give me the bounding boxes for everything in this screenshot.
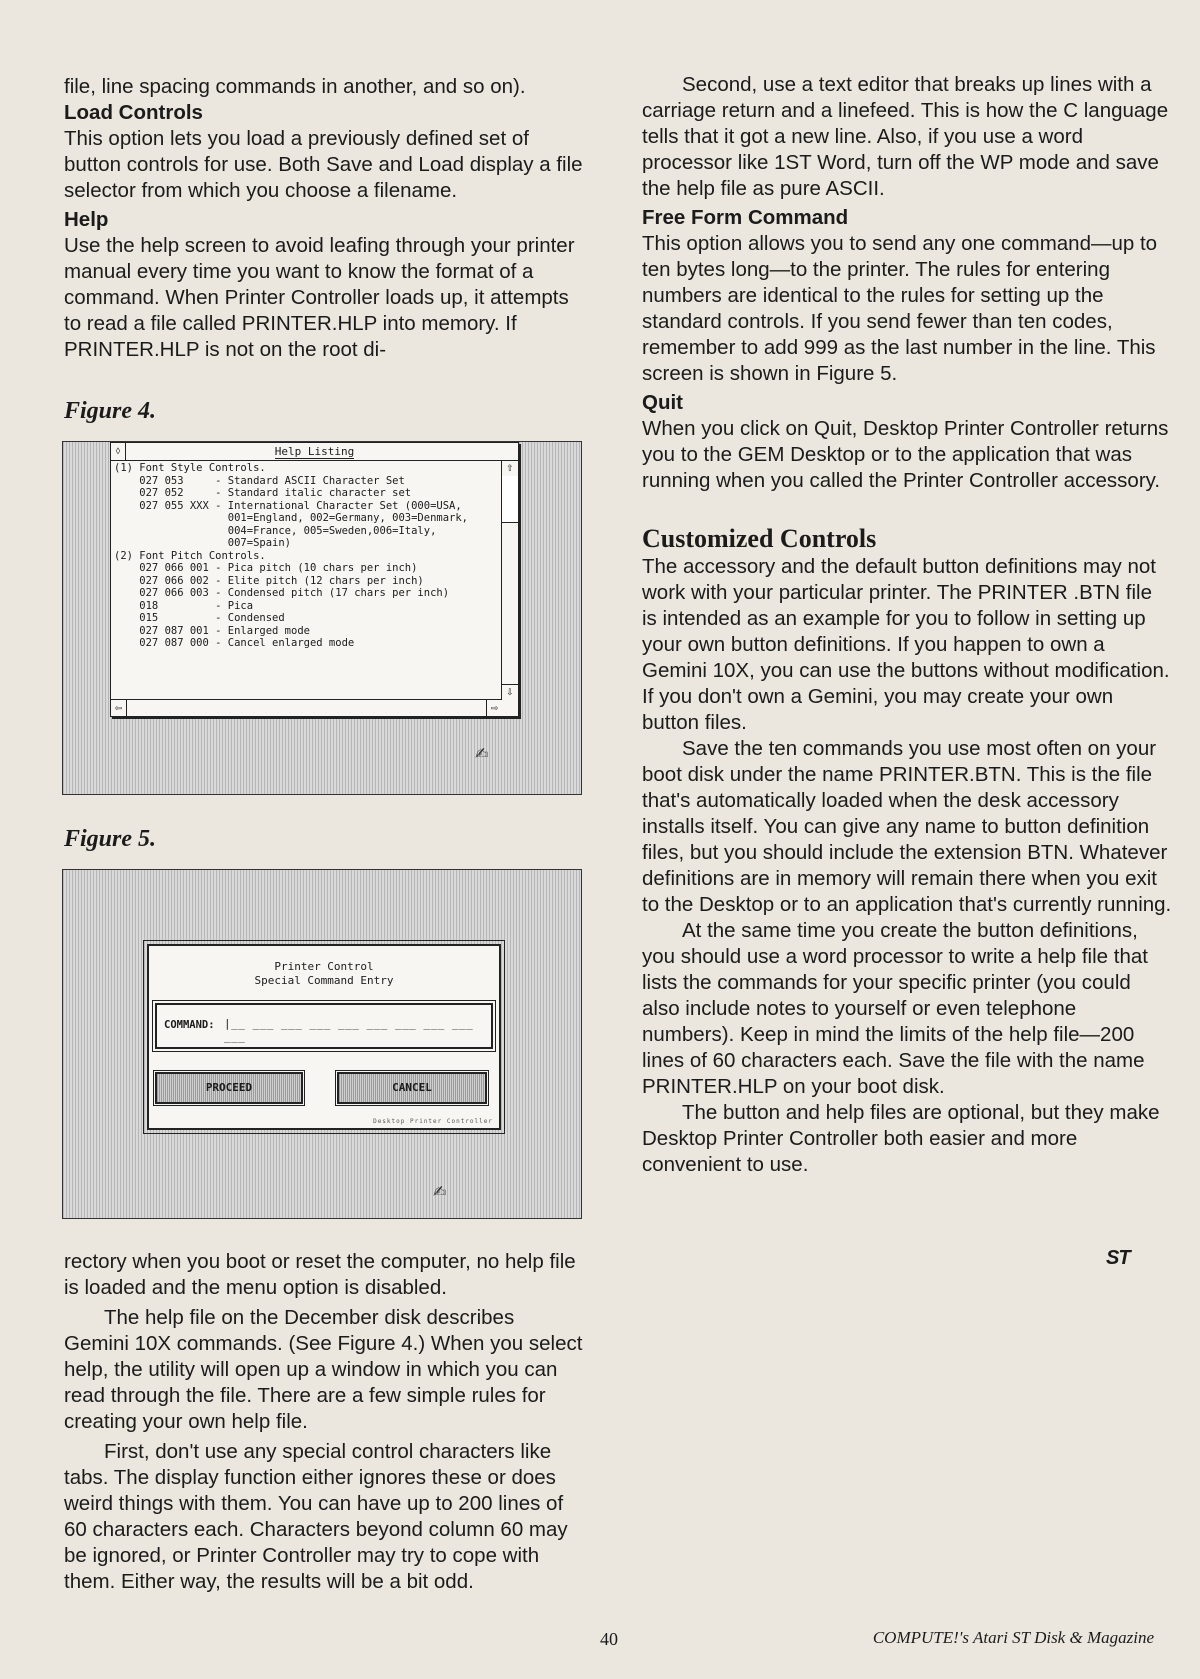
- paragraph-custom-1: The accessory and the default button definitions may not work with your particular printer. The PRINTER .BTN file is intended as an example for you to follow in setting up your own button definitions. If you happen to own a Gemini 10X, you can use the buttons without modification. If you don't own a Gemini, you may create your own button files.: [642, 555, 1170, 734]
- scroll-up-icon[interactable]: ⇧: [502, 461, 518, 477]
- paragraph-line-spacing: file, line spacing commands in another, and so on).: [64, 75, 526, 98]
- help-line: 027 053 - Standard ASCII Character Set: [114, 474, 405, 487]
- heading-help: Help: [64, 208, 109, 231]
- paragraph-second-rule: Second, use a text editor that breaks up lines with a carriage return and a linefeed. This is how the C language tells that it got a new line. Also, if you use a word processor like 1ST Word, turn off the WP mode and save the help file as pure ASCII.: [642, 73, 1169, 200]
- help-line: 004=France, 005=Sweden,006=Italy,: [114, 524, 437, 537]
- paragraph-custom-3: At the same time you create the button definitions, you should use a word processor to write a help file that lists the commands for your specific printer (you could also include notes to yourself or even telephone numbers). Keep in mind the limits of the help file—200 lines of 60 characters each. Save the file with the name PRINTER.HLP on your boot disk.: [642, 919, 1148, 1098]
- proceed-button[interactable]: PROCEED: [155, 1072, 303, 1104]
- help-line: 027 066 003 - Condensed pitch (17 chars per inch): [114, 587, 450, 599]
- help-line: 001=England, 002=Germany, 003=Denmark,: [114, 512, 469, 524]
- special-command-dialog: [147, 944, 501, 1130]
- horizontal-scrollbar[interactable]: [111, 699, 502, 716]
- scroll-thumb[interactable]: [502, 476, 518, 523]
- heading-free-form: Free Form Command: [642, 206, 849, 229]
- heading-quit: Quit: [642, 391, 683, 414]
- figure-4-caption: Figure 4.: [64, 398, 157, 424]
- scroll-right-icon[interactable]: ⇨: [486, 700, 502, 716]
- help-line: 027 066 002 - Elite pitch (12 chars per inch): [114, 574, 424, 587]
- figure-5-caption: Figure 5.: [64, 826, 157, 852]
- help-line: 027 087 001 - Enlarged mode: [114, 624, 310, 637]
- dialog-footer: Desktop Printer Controller: [373, 1118, 493, 1125]
- left-column-bottom: [64, 1249, 584, 1595]
- help-line: 015 - Condensed: [114, 612, 285, 624]
- end-mark-st: ST: [1106, 1247, 1130, 1269]
- paragraph-free-form: This option allows you to send any one command—up to ten bytes long—to the printer. The rules for entering numbers are identical to the rules for setting up the standard controls. If you send fewer than ten codes, remember to add 999 as the last number in the line. This screen is shown in Figure 5.: [642, 232, 1158, 385]
- scroll-down-icon[interactable]: ⇩: [502, 684, 518, 700]
- help-line: 027 055 XXX - International Character Set (000=USA,: [114, 499, 462, 512]
- command-label: COMMAND:: [164, 1019, 215, 1031]
- left-column-top: [64, 74, 584, 363]
- help-line: 018 - Pica: [114, 599, 254, 612]
- help-line: 007=Spain): [114, 537, 292, 549]
- help-line: (1) Font Style Controls.: [114, 462, 266, 474]
- figure-5-screenshot: [62, 869, 582, 1219]
- paragraph-load-controls: This option lets you load a previously defined set of button controls for use. Both Save and Load display a file selector from which you choose a filename.: [64, 127, 583, 202]
- command-entry-box[interactable]: [155, 1003, 493, 1049]
- right-column: [642, 72, 1172, 1178]
- heading-customized-controls: Customized Controls: [642, 524, 877, 553]
- page-number: 40: [600, 1629, 618, 1649]
- mouse-pointer-icon: ✍: [433, 1184, 447, 1201]
- paragraph-directory: rectory when you boot or reset the computer, no help file is loaded and the menu option is disabled.: [64, 1250, 576, 1299]
- help-listing-window: [110, 442, 519, 717]
- window-title: Help Listing: [274, 445, 355, 458]
- help-line: (2) Font Pitch Controls.: [114, 549, 266, 562]
- command-input[interactable]: |__ ___ ___ ___ ___ ___ ___ ___ ___ ___: [224, 1017, 474, 1043]
- help-line: 027 087 000 - Cancel enlarged mode: [114, 637, 355, 649]
- dialog-subtitle: Special Command Entry: [254, 974, 394, 987]
- vertical-scrollbar[interactable]: [501, 461, 518, 700]
- help-listing-text: [114, 462, 500, 699]
- paragraph-custom-4: The button and help files are optional, but they make Desktop Printer Controller both easier and more convenient to use.: [642, 1101, 1160, 1176]
- magazine-name: COMPUTE!'s Atari ST Disk & Magazine: [872, 1628, 1154, 1647]
- paragraph-quit: When you click on Quit, Desktop Printer Controller returns you to the GEM Desktop or to the application that was running when you called the Printer Controller accessory.: [642, 417, 1169, 492]
- paragraph-december-disk: The help file on the December disk describes Gemini 10X commands. (See Figure 4.) When you select help, the utility will open up a window in which you can read through the file. There are a few simple rules for creating your own help file.: [64, 1306, 583, 1433]
- mouse-pointer-icon: ✍: [475, 746, 489, 763]
- close-box-icon[interactable]: ◊: [111, 443, 126, 460]
- heading-load-controls: Load Controls: [64, 101, 203, 124]
- paragraph-custom-2: Save the ten commands you use most often on your boot disk under the name PRINTER.BTN. This is the file that's automatically loaded when the desk accessory installs itself. You can give any name to button definition files, but you should include the extension BTN. Whatever definitions are in memory will remain there when you exit to the Desktop or to an application that's currently running.: [642, 737, 1172, 916]
- paragraph-first-rule: First, don't use any special control characters like tabs. The display function either ignores these or does weird things with them. You can have up to 200 lines of 60 characters each. Characters beyond column 60 may be ignored, or Printer Controller may try to cope with them. Either way, the results will be a bit odd.: [64, 1440, 568, 1593]
- paragraph-help: Use the help screen to avoid leafing through your printer manual every time you want to know the format of a command. When Printer Controller loads up, it attempts to read a file called PRINTER.HLP into memory. If PRINTER.HLP is not on the root di-: [64, 234, 575, 361]
- scroll-left-icon[interactable]: ⇦: [111, 700, 127, 716]
- help-line: 027 052 - Standard italic character set: [114, 487, 412, 499]
- help-line: 027 066 001 - Pica pitch (10 chars per inch): [114, 562, 418, 574]
- dialog-title: Printer Control: [274, 960, 374, 973]
- cancel-button[interactable]: CANCEL: [337, 1072, 487, 1104]
- figure-4-screenshot: [62, 441, 582, 795]
